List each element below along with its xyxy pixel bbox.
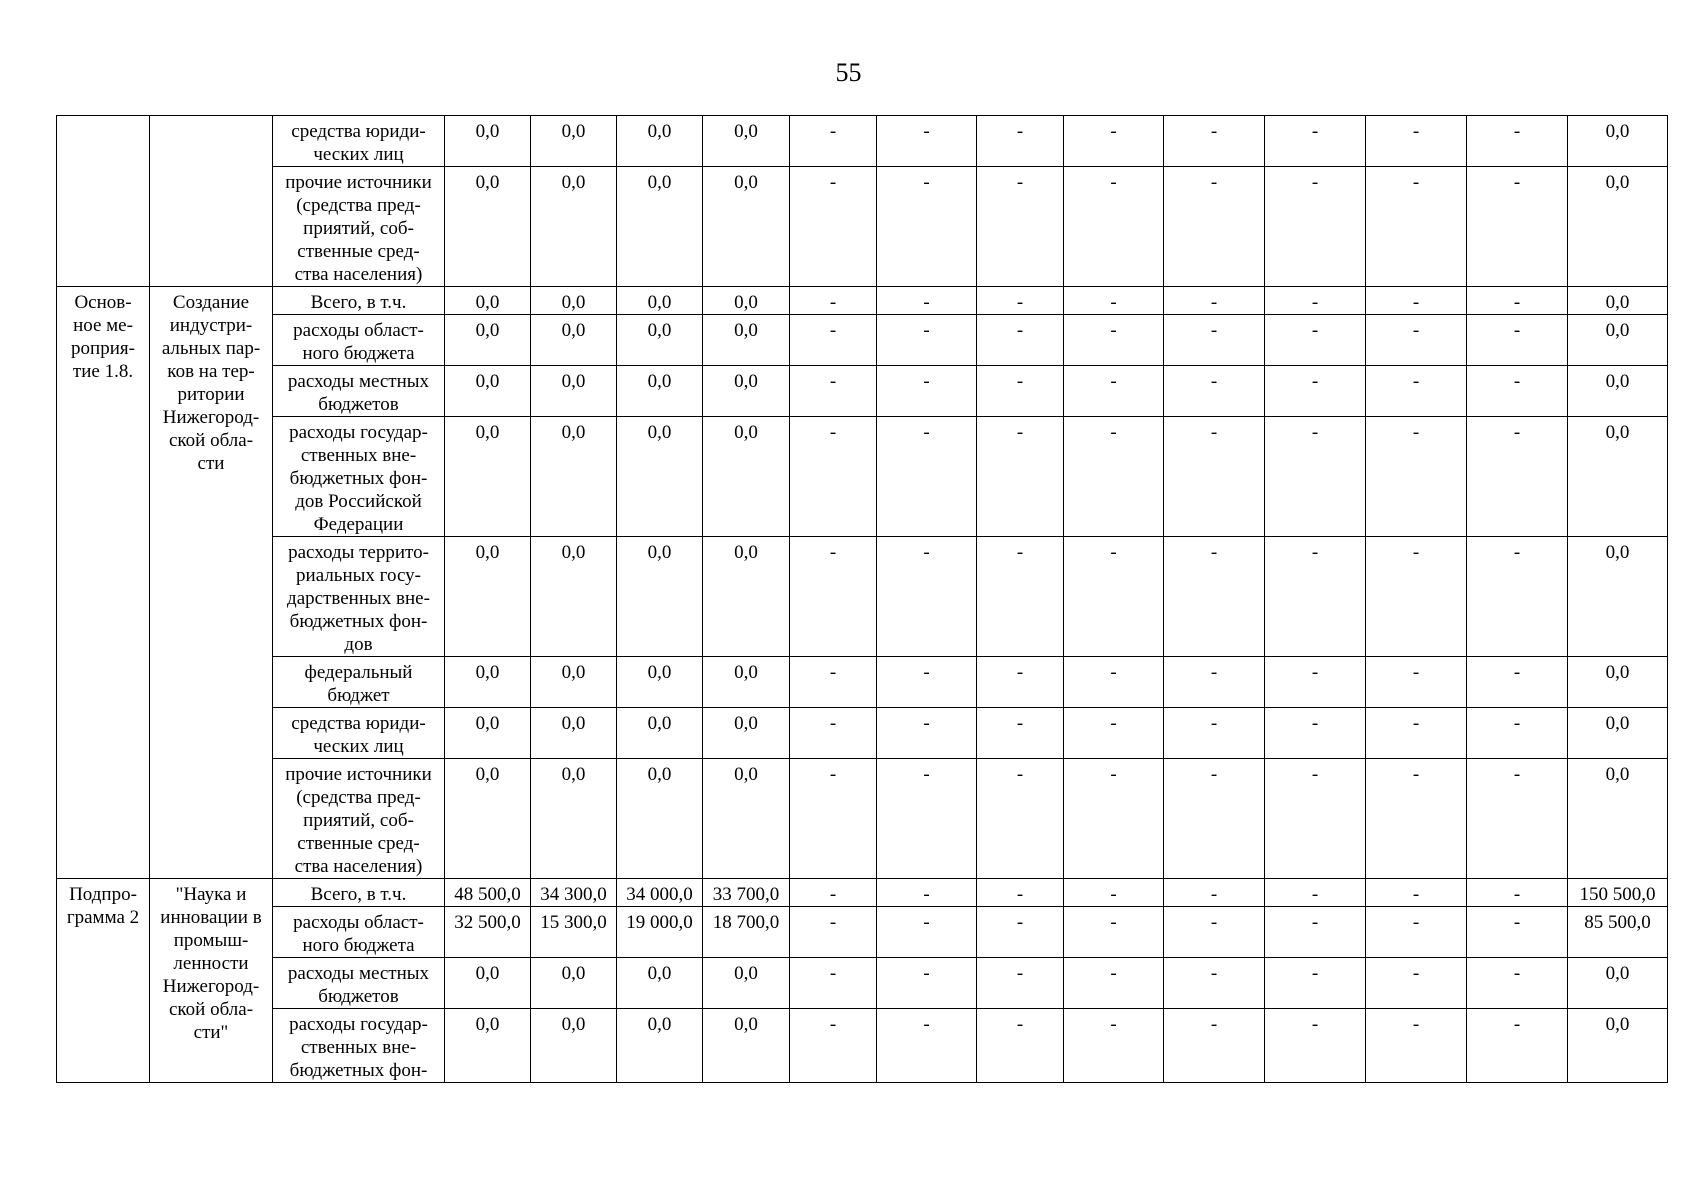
table-row (57, 759, 1668, 879)
value-cell: 0,0 (617, 366, 703, 417)
value-cell: 0,0 (531, 417, 617, 537)
value-cell: 0,0 (617, 759, 703, 879)
value-cell: - (1265, 1009, 1366, 1083)
measure-code-cell: Основ- ное ме- роприя- тие 1.8. (57, 287, 150, 879)
value-cell: - (1467, 315, 1568, 366)
value-cell: - (1265, 366, 1366, 417)
measure-name-cell: Создание индустри- альных пар- ков на тер- ритории Нижегород- ской обла- сти (150, 287, 273, 879)
funding-source-cell: средства юриди- ческих лиц (273, 116, 445, 167)
value-cell: 0,0 (1568, 315, 1668, 366)
table-row (57, 315, 1668, 366)
value-cell: - (977, 287, 1064, 315)
value-cell: - (877, 708, 977, 759)
value-cell: - (1467, 366, 1568, 417)
funding-source-cell: расходы государ- ственных вне- бюджетных фон- дов Российской Федерации (273, 417, 445, 537)
value-cell: - (1366, 366, 1467, 417)
value-cell: - (977, 759, 1064, 879)
value-cell: - (790, 907, 877, 958)
funding-source-cell: расходы местных бюджетов (273, 958, 445, 1009)
value-cell: 48 500,0 (445, 879, 531, 907)
table-row (57, 167, 1668, 287)
value-cell: - (1164, 366, 1265, 417)
value-cell: - (1164, 657, 1265, 708)
funding-source-cell: Всего, в т.ч. (273, 879, 445, 907)
value-cell: - (877, 657, 977, 708)
value-cell: 0,0 (445, 287, 531, 315)
value-cell: 0,0 (531, 958, 617, 1009)
value-cell: - (1265, 879, 1366, 907)
value-cell: - (977, 417, 1064, 537)
value-cell: - (1064, 287, 1164, 315)
value-cell: - (790, 1009, 877, 1083)
value-cell: - (1265, 708, 1366, 759)
table-row (57, 537, 1668, 657)
measure-name-cell (150, 116, 273, 287)
value-cell: - (1366, 167, 1467, 287)
value-cell: - (1164, 537, 1265, 657)
value-cell: - (1467, 116, 1568, 167)
funding-source-cell: расходы террито- риальных госу- дарственных вне- бюджетных фон- дов (273, 537, 445, 657)
value-cell: 0,0 (445, 315, 531, 366)
page-number: 55 (835, 58, 862, 87)
value-cell: 0,0 (1568, 759, 1668, 879)
value-cell: 0,0 (617, 958, 703, 1009)
value-cell: 0,0 (703, 315, 790, 366)
value-cell: 0,0 (1568, 657, 1668, 708)
funding-source-cell: федеральный бюджет (273, 657, 445, 708)
value-cell: 0,0 (703, 366, 790, 417)
value-cell: - (1467, 1009, 1568, 1083)
funding-source-cell: расходы местных бюджетов (273, 366, 445, 417)
value-cell: 0,0 (1568, 958, 1668, 1009)
value-cell: 0,0 (703, 116, 790, 167)
value-cell: 0,0 (617, 417, 703, 537)
table-row (57, 116, 1668, 167)
value-cell: 34 000,0 (617, 879, 703, 907)
value-cell: - (1467, 879, 1568, 907)
value-cell: 0,0 (617, 708, 703, 759)
value-cell: - (1164, 417, 1265, 537)
value-cell: 0,0 (703, 287, 790, 315)
value-cell: - (877, 315, 977, 366)
value-cell: 19 000,0 (617, 907, 703, 958)
value-cell: 0,0 (1568, 287, 1668, 315)
value-cell: - (877, 759, 977, 879)
value-cell: - (977, 958, 1064, 1009)
budget-body (57, 116, 1668, 1083)
value-cell: - (1467, 708, 1568, 759)
value-cell: - (977, 708, 1064, 759)
value-cell: 0,0 (445, 657, 531, 708)
value-cell: 0,0 (531, 116, 617, 167)
value-cell: - (977, 366, 1064, 417)
value-cell: - (790, 287, 877, 315)
table-row (57, 708, 1668, 759)
funding-source-cell: расходы област- ного бюджета (273, 315, 445, 366)
value-cell: 85 500,0 (1568, 907, 1668, 958)
value-cell: - (1366, 537, 1467, 657)
value-cell: - (790, 366, 877, 417)
value-cell: 0,0 (445, 417, 531, 537)
table-row (57, 657, 1668, 708)
value-cell: 0,0 (531, 287, 617, 315)
value-cell: - (1366, 958, 1467, 1009)
value-cell: - (1064, 315, 1164, 366)
value-cell: 0,0 (445, 958, 531, 1009)
value-cell: - (1164, 759, 1265, 879)
value-cell: - (877, 537, 977, 657)
value-cell: 150 500,0 (1568, 879, 1668, 907)
value-cell: - (1265, 417, 1366, 537)
value-cell: - (977, 1009, 1064, 1083)
value-cell: - (977, 116, 1064, 167)
value-cell: 0,0 (531, 708, 617, 759)
value-cell: - (1467, 287, 1568, 315)
value-cell: - (877, 116, 977, 167)
value-cell: 0,0 (703, 708, 790, 759)
value-cell: - (1064, 958, 1164, 1009)
value-cell: 0,0 (1568, 417, 1668, 537)
value-cell: - (1467, 759, 1568, 879)
value-cell: - (1164, 708, 1265, 759)
value-cell: 0,0 (617, 315, 703, 366)
value-cell: - (790, 315, 877, 366)
value-cell: - (1467, 907, 1568, 958)
value-cell: - (790, 759, 877, 879)
value-cell: 0,0 (703, 958, 790, 1009)
value-cell: 0,0 (617, 537, 703, 657)
value-cell: 0,0 (445, 1009, 531, 1083)
value-cell: - (1064, 708, 1164, 759)
value-cell: 0,0 (531, 657, 617, 708)
value-cell: - (790, 657, 877, 708)
value-cell: 0,0 (1568, 537, 1668, 657)
value-cell: - (877, 879, 977, 907)
value-cell: - (1265, 958, 1366, 1009)
value-cell: - (1265, 537, 1366, 657)
table-row (57, 366, 1668, 417)
value-cell: 0,0 (617, 287, 703, 315)
value-cell: - (1265, 116, 1366, 167)
value-cell: 0,0 (1568, 116, 1668, 167)
value-cell: - (877, 907, 977, 958)
value-cell: - (1064, 366, 1164, 417)
value-cell: - (1164, 958, 1265, 1009)
value-cell: - (1366, 708, 1467, 759)
value-cell: 0,0 (617, 657, 703, 708)
value-cell: - (1366, 907, 1467, 958)
funding-source-cell: прочие источники (средства пред- приятий, соб- ственные сред- ства населения) (273, 759, 445, 879)
table-row (57, 287, 1668, 315)
value-cell: - (977, 167, 1064, 287)
value-cell: - (1064, 417, 1164, 537)
value-cell: - (977, 537, 1064, 657)
value-cell: 0,0 (703, 417, 790, 537)
value-cell: - (877, 958, 977, 1009)
value-cell: 0,0 (445, 537, 531, 657)
value-cell: - (1467, 417, 1568, 537)
value-cell: - (790, 879, 877, 907)
value-cell: - (1164, 1009, 1265, 1083)
value-cell: 18 700,0 (703, 907, 790, 958)
value-cell: - (877, 417, 977, 537)
value-cell: 34 300,0 (531, 879, 617, 907)
value-cell: - (790, 417, 877, 537)
measure-name-cell: "Наука и инновации в промыш- ленности Нижегород- ской обла- сти" (150, 879, 273, 1083)
budget-table (56, 115, 1668, 1083)
value-cell: - (977, 879, 1064, 907)
value-cell: 32 500,0 (445, 907, 531, 958)
value-cell: - (1164, 315, 1265, 366)
value-cell: 0,0 (531, 167, 617, 287)
value-cell: - (1064, 879, 1164, 907)
value-cell: 0,0 (703, 657, 790, 708)
value-cell: - (1064, 1009, 1164, 1083)
value-cell: - (1064, 759, 1164, 879)
value-cell: 0,0 (531, 315, 617, 366)
value-cell: 0,0 (703, 537, 790, 657)
value-cell: 0,0 (531, 366, 617, 417)
value-cell: 0,0 (1568, 167, 1668, 287)
value-cell: - (1366, 657, 1467, 708)
value-cell: - (790, 958, 877, 1009)
funding-source-cell: прочие источники (средства пред- приятий, соб- ственные сред- ства населения) (273, 167, 445, 287)
value-cell: - (1164, 116, 1265, 167)
value-cell: - (1366, 417, 1467, 537)
value-cell: - (1265, 167, 1366, 287)
value-cell: - (790, 537, 877, 657)
value-cell: - (1064, 907, 1164, 958)
value-cell: 33 700,0 (703, 879, 790, 907)
value-cell: 0,0 (617, 1009, 703, 1083)
value-cell: - (1467, 167, 1568, 287)
value-cell: 15 300,0 (531, 907, 617, 958)
value-cell: 0,0 (445, 708, 531, 759)
value-cell: 0,0 (1568, 366, 1668, 417)
value-cell: - (1265, 907, 1366, 958)
value-cell: - (877, 1009, 977, 1083)
value-cell: 0,0 (617, 167, 703, 287)
value-cell: - (1265, 657, 1366, 708)
measure-code-cell: Подпро- грамма 2 (57, 879, 150, 1083)
value-cell: - (1064, 657, 1164, 708)
value-cell: - (1064, 537, 1164, 657)
value-cell: 0,0 (445, 366, 531, 417)
value-cell: - (1164, 907, 1265, 958)
value-cell: - (1366, 759, 1467, 879)
value-cell: - (1164, 879, 1265, 907)
value-cell: 0,0 (703, 759, 790, 879)
table-row (57, 958, 1668, 1009)
value-cell: - (1265, 287, 1366, 315)
value-cell: - (1467, 958, 1568, 1009)
value-cell: 0,0 (1568, 708, 1668, 759)
value-cell: 0,0 (531, 759, 617, 879)
value-cell: - (1164, 287, 1265, 315)
value-cell: - (1366, 116, 1467, 167)
value-cell: - (1164, 167, 1265, 287)
value-cell: - (977, 315, 1064, 366)
value-cell: - (1366, 1009, 1467, 1083)
value-cell: 0,0 (703, 1009, 790, 1083)
value-cell: - (1265, 759, 1366, 879)
value-cell: - (977, 657, 1064, 708)
value-cell: 0,0 (617, 116, 703, 167)
value-cell: - (790, 167, 877, 287)
value-cell: - (790, 116, 877, 167)
value-cell: - (877, 366, 977, 417)
funding-source-cell: расходы государ- ственных вне- бюджетных фон- (273, 1009, 445, 1083)
value-cell: 0,0 (531, 537, 617, 657)
table-row (57, 1009, 1668, 1083)
table-row (57, 417, 1668, 537)
value-cell: - (1467, 537, 1568, 657)
table-row (57, 879, 1668, 907)
value-cell: - (1064, 167, 1164, 287)
funding-source-cell: расходы област- ного бюджета (273, 907, 445, 958)
value-cell: - (1467, 657, 1568, 708)
value-cell: - (790, 708, 877, 759)
funding-source-cell: средства юриди- ческих лиц (273, 708, 445, 759)
value-cell: - (1265, 315, 1366, 366)
table-row (57, 907, 1668, 958)
value-cell: 0,0 (445, 116, 531, 167)
value-cell: - (1366, 879, 1467, 907)
measure-code-cell (57, 116, 150, 287)
value-cell: 0,0 (531, 1009, 617, 1083)
value-cell: - (1366, 287, 1467, 315)
value-cell: - (877, 287, 977, 315)
value-cell: - (1064, 116, 1164, 167)
value-cell: - (1366, 315, 1467, 366)
value-cell: 0,0 (445, 759, 531, 879)
value-cell: 0,0 (1568, 1009, 1668, 1083)
value-cell: - (977, 907, 1064, 958)
value-cell: 0,0 (703, 167, 790, 287)
value-cell: - (877, 167, 977, 287)
value-cell: 0,0 (445, 167, 531, 287)
funding-source-cell: Всего, в т.ч. (273, 287, 445, 315)
